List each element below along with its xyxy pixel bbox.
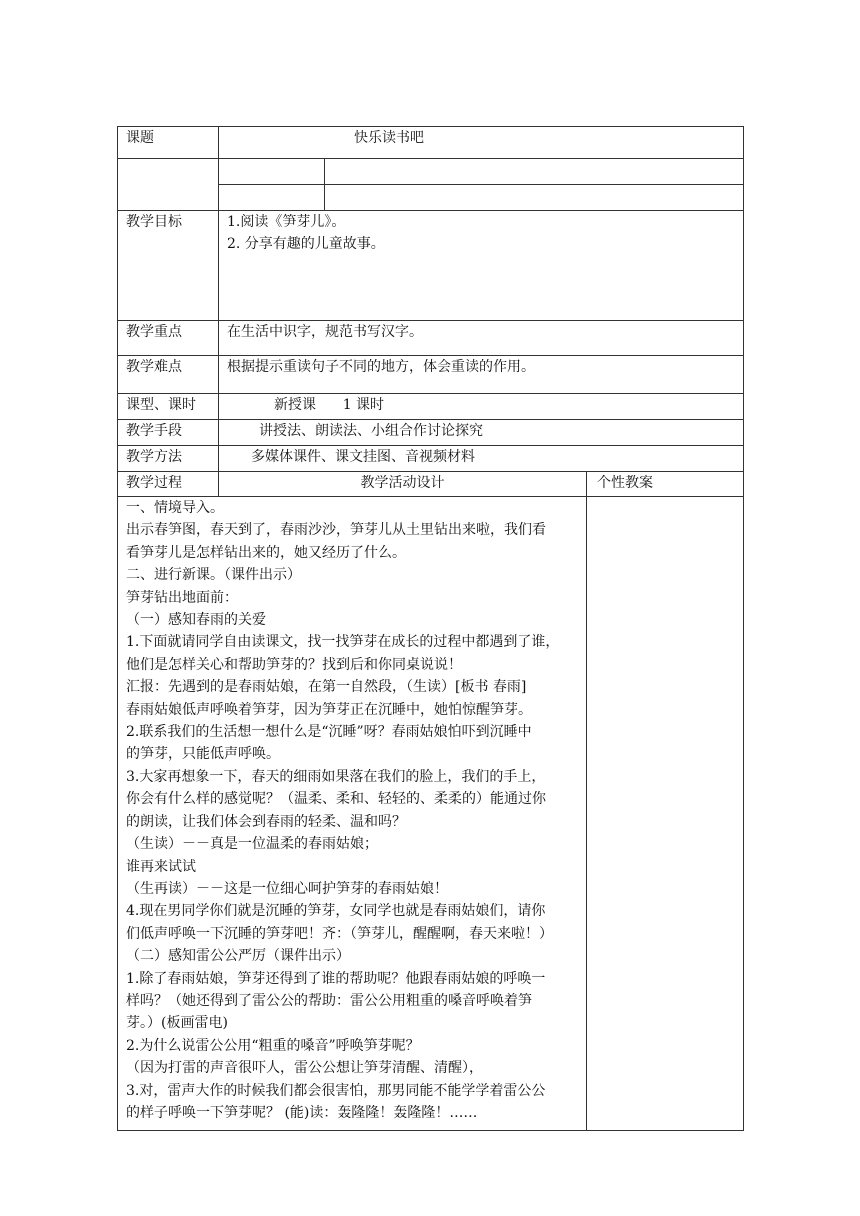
difficulty-value: 根据提示重读句子不同的地方，体会重读的作用。	[219, 356, 744, 394]
process-line: 看笋芽儿是怎样钻出来的，她又经历了什么。	[126, 544, 406, 561]
topic-value	[219, 127, 744, 159]
type-text: 新授课 1 课时	[274, 397, 385, 413]
process-line: 二、进行新课。（课件出示）	[126, 567, 301, 584]
process-line: 谁再来试试	[126, 858, 196, 875]
process-line: 的朗读，让我们体会到春雨的轻柔、温和吗？	[126, 813, 406, 830]
process-line: 你会有什么样的感觉呢？（温柔、柔和、轻轻的、柔柔的）能通过你	[126, 791, 546, 808]
process-line: 3.对，雷声大作的时候我们都会很害怕，那男同能不能学学着雷公公	[126, 1082, 546, 1099]
process-label: 教学过程	[118, 472, 219, 497]
personal-notes-cell	[587, 497, 744, 1131]
goal-item: 2. 分享有趣的儿童故事。	[227, 236, 385, 252]
method-value: 多媒体课件、课文挂图、音视频材料	[219, 446, 744, 472]
means-label: 教学手段	[118, 420, 219, 446]
process-line: （生再读）－－这是一位细心呵护笋芽的春雨姑娘！	[126, 880, 448, 897]
personal-label: 个性教案	[587, 472, 744, 497]
difficulty-label: 教学难点	[118, 356, 219, 394]
process-line: 的样子呼唤一下笋芽呢？ (能)读：轰隆隆！轰隆隆！……	[126, 1104, 478, 1121]
process-line: （因为打雷的声音很吓人，雷公公想让笋芽清醒、清醒），	[126, 1060, 483, 1077]
method-label: 教学方法	[118, 446, 219, 472]
type-value	[219, 394, 744, 420]
blank-cell	[325, 185, 744, 211]
process-line: （二）感知雷公公严厉（课件出示）	[126, 948, 350, 965]
blank-cell	[219, 159, 325, 185]
type-label: 课型、课时	[118, 394, 219, 420]
activity-label: 教学活动设计	[219, 472, 587, 497]
focus-label: 教学重点	[118, 321, 219, 356]
goal-item: 1.阅读《笋芽儿》。	[227, 214, 346, 230]
process-line: 2.联系我们的生活想一想什么是“沉睡”呀？春雨姑娘怕吓到沉睡中	[126, 724, 532, 741]
process-line: 他们是怎样关心和帮助笋芽的？找到后和你同桌说说！	[126, 656, 462, 673]
process-line: 芽。）(板画雷电)	[126, 1015, 228, 1032]
process-line: 的笋芽，只能低声呼唤。	[126, 746, 280, 763]
focus-value: 在生活中识字，规范书写汉字。	[219, 321, 744, 356]
process-line: （一）感知春雨的关爱	[126, 612, 266, 629]
process-line: 2.为什么说雷公公用“粗重的嗓音”呼唤笋芽呢？	[126, 1037, 420, 1054]
process-content	[118, 497, 587, 1131]
topic-text: 快乐读书吧	[354, 130, 424, 146]
process-line: 笋芽钻出地面前：	[126, 589, 238, 606]
blank-cell	[325, 159, 744, 185]
goals-label: 教学目标	[118, 211, 219, 321]
process-line: 出示春笋图，春天到了，春雨沙沙，笋芽儿从土里钻出来啦，我们看	[126, 522, 546, 539]
process-line: 4.现在男同学你们就是沉睡的笋芽，女同学也就是春雨姑娘们，请你	[126, 903, 546, 920]
process-line: 3.大家再想象一下，春天的细雨如果落在我们的脸上，我们的手上，	[126, 768, 546, 785]
blank-label-cell	[118, 159, 219, 211]
blank-cell	[219, 185, 325, 211]
topic-label: 课题	[118, 127, 219, 159]
process-line: （生读）－－真是一位温柔的春雨姑娘；	[126, 836, 378, 853]
process-line: 1.除了春雨姑娘，笋芽还得到了谁的帮助呢？他跟春雨姑娘的呼唤一	[126, 970, 546, 987]
means-value: 讲授法、朗读法、小组合作讨论探究	[219, 420, 744, 446]
process-line: 汇报：先遇到的是春雨姑娘，在第一自然段，（生读）[板书 春雨]	[126, 679, 527, 696]
process-lines	[126, 497, 586, 1124]
process-line: 们低声呼唤一下沉睡的笋芽吧！齐：（笋芽儿，醒醒啊，春天来啦！）	[126, 925, 553, 942]
goals-cell	[219, 211, 744, 321]
process-line: 春雨姑娘低声呼唤着笋芽，因为笋芽正在沉睡中，她怕惊醒笋芽。	[126, 701, 532, 718]
process-line: 一、情境导入。	[126, 500, 224, 516]
lesson-plan-table	[117, 126, 744, 1131]
process-line: 1.下面就请同学自由读课文，找一找笋芽在成长的过程中都遇到了谁，	[126, 634, 560, 651]
process-line: 样吗？（她还得到了雷公公的帮助：雷公公用粗重的嗓音呼唤着笋	[126, 992, 532, 1009]
